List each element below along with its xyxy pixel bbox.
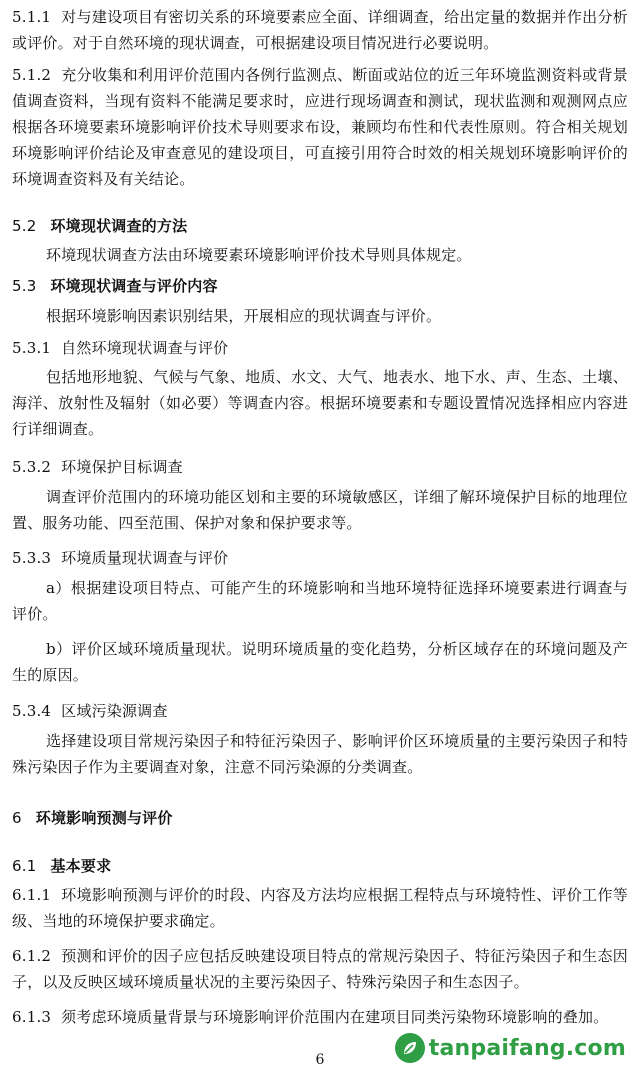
- subsection-heading-5-3-2: [12, 454, 628, 480]
- list-item-b: [12, 636, 628, 688]
- subsection-title: 环境质量现状调查与评价: [61, 549, 229, 567]
- clause-number: 5.1.1: [12, 8, 52, 26]
- section-heading-5-2: [12, 213, 628, 239]
- list-item-text: a）根据建设项目特点、可能产生的环境影响和当地环境特征选择环境要素进行调查与评价。: [12, 579, 628, 623]
- section-number: 5.2: [12, 217, 37, 235]
- clause-number: 5.3.4: [12, 702, 52, 720]
- subsection-heading-5-3-4: [12, 698, 628, 724]
- clause-text: 环境影响预测与评价的时段、内容及方法均应根据工程特点与环境特性、评价工作等级、当地的环境保护要求确定。: [12, 886, 628, 930]
- subsection-heading-5-3-1: [12, 335, 628, 361]
- subsection-heading-5-3-3: [12, 545, 628, 571]
- paragraph-text: 环境现状调查方法由环境要素环境影响评价技术导则具体规定。: [46, 246, 472, 264]
- paragraph-text: 根据环境影响因素识别结果，开展相应的现状调查与评价。: [46, 307, 442, 325]
- section-title: 环境现状调查的方法: [50, 217, 188, 235]
- clause-number: 5.3.2: [12, 458, 52, 476]
- body-paragraph: [12, 242, 628, 268]
- clause-number: 6.1.3: [12, 1008, 52, 1026]
- section-title: 环境现状调查与评价内容: [50, 277, 218, 295]
- page-number: 6: [315, 1052, 325, 1068]
- clause-number: 5.3.1: [12, 339, 52, 357]
- paragraph-text: 调查评价范围内的环境功能区划和主要的环境敏感区，详细了解环境保护目标的地理位置、服务功能、四至范围、保护对象和保护要求等。: [12, 488, 628, 532]
- chapter-number: 6: [12, 809, 22, 827]
- clause-text: 充分收集和利用评价范围内各例行监测点、断面或站位的近三年环境监测资料或背景值调查资料，当现有资料不能满足要求时，应进行现场调查和测试，现状监测和观测网点应根据各环境要素环境影响评价技术导则要求布设，兼顾均布性和代表性原则。符合相关规划环境影响评价结论及审查意见的建设项目，可直接引用符合时效的相关规划环境影响评价的环境调查资料及有关结论。: [12, 66, 628, 188]
- chapter-title: 环境影响预测与评价: [35, 809, 173, 827]
- section-heading-6-1: [12, 853, 628, 879]
- watermark-text: tanpaifang.com: [428, 1035, 626, 1061]
- clause-text: 预测和评价的因子应包括反映建设项目特点的常规污染因子、特征污染因子和生态因子，以及反映区域环境质量状况的主要污染因子、特殊污染因子和生态因子。: [12, 947, 628, 991]
- clause-5-1-1: [12, 4, 628, 56]
- clause-number: 5.1.2: [12, 66, 52, 84]
- clause-6-1-1: [12, 882, 628, 934]
- section-title: 基本要求: [50, 857, 112, 875]
- clause-5-1-2: [12, 62, 628, 192]
- clause-number: 6.1.2: [12, 947, 52, 965]
- section-heading-5-3: [12, 273, 628, 299]
- leaf-logo-icon: [395, 1033, 425, 1063]
- subsection-title: 自然环境现状调查与评价: [61, 339, 229, 357]
- clause-number: 5.3.3: [12, 549, 52, 567]
- body-paragraph: [12, 728, 628, 780]
- list-item-text: b）评价区域环境质量现状。说明环境质量的变化趋势，分析区域存在的环境问题及产生的原因。: [12, 640, 628, 684]
- paragraph-text: 选择建设项目常规污染因子和特征污染因子、影响评价区环境质量的主要污染因子和特殊污染因子作为主要调查对象，注意不同污染源的分类调查。: [12, 732, 628, 776]
- subsection-title: 区域污染源调查: [61, 702, 168, 720]
- body-paragraph: [12, 303, 628, 329]
- clause-number: 6.1.1: [12, 886, 52, 904]
- list-item-a: [12, 575, 628, 627]
- paragraph-text: 包括地形地貌、气候与气象、地质、水文、大气、地表水、地下水、声、生态、土壤、海洋、放射性及辐射（如必要）等调查内容。根据环境要素和专题设置情况选择相应内容进行详细调查。: [12, 368, 628, 438]
- chapter-heading-6: [12, 805, 628, 831]
- subsection-title: 环境保护目标调查: [61, 458, 183, 476]
- section-number: 6.1: [12, 857, 37, 875]
- site-watermark: [395, 1031, 626, 1065]
- clause-6-1-2: [12, 943, 628, 995]
- clause-text: 对与建设项目有密切关系的环境要素应全面、详细调查，给出定量的数据并作出分析或评价。对于自然环境的现状调查，可根据建设项目情况进行必要说明。: [12, 8, 628, 52]
- clause-6-1-3: [12, 1004, 628, 1030]
- clause-text: 须考虑环境质量背景与环境影响评价范围内在建项目同类污染物环境影响的叠加。: [61, 1008, 609, 1026]
- body-paragraph: [12, 484, 628, 536]
- section-number: 5.3: [12, 277, 37, 295]
- body-paragraph: [12, 364, 628, 442]
